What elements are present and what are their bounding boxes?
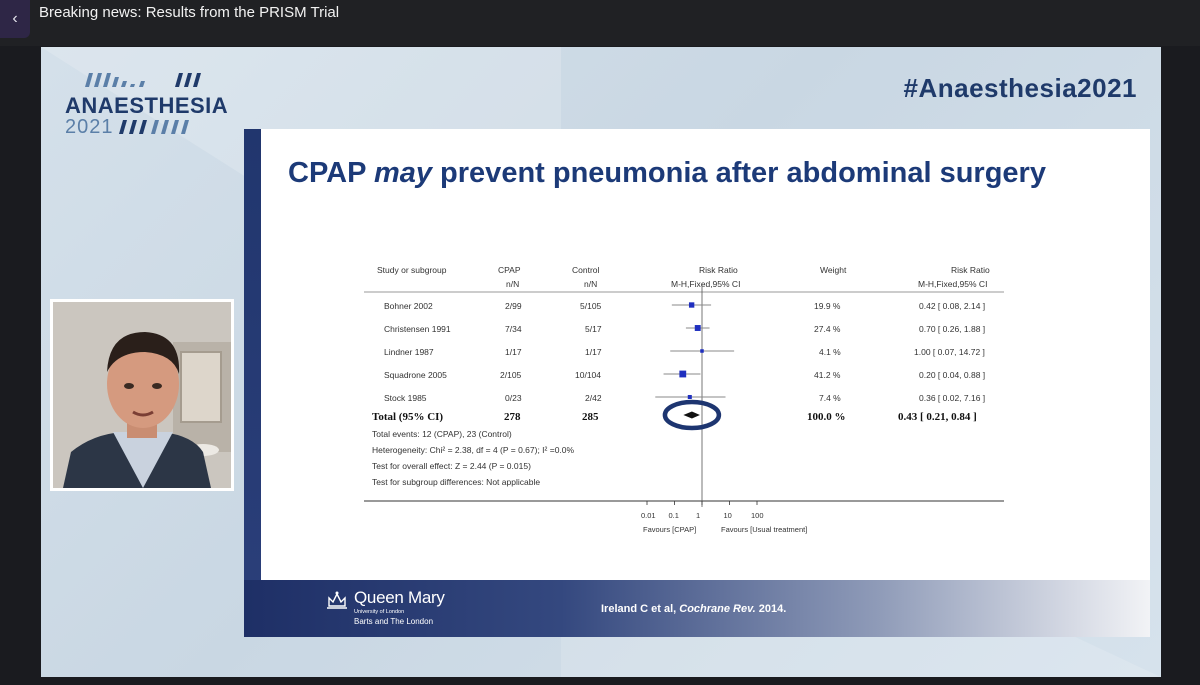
total-control: 285 [582, 411, 599, 423]
header-cpap-sub: n/N [506, 279, 520, 289]
footnote: Test for subgroup differences: Not applicable [372, 477, 541, 487]
study-control: 10/104 [575, 370, 601, 380]
slide-title: CPAP may prevent pneumonia after abdominal surgery [288, 157, 1046, 189]
axis-tick-label: 0.01 [641, 511, 656, 520]
header-control-sub: n/N [584, 279, 598, 289]
study-cpap: 2/105 [500, 370, 522, 380]
footnote: Heterogeneity: Chi² = 2.38, df = 4 (P = 0.67); I² =0.0% [372, 445, 575, 455]
favours-left: Favours [CPAP] [643, 525, 697, 534]
conference-logo [65, 71, 229, 141]
favours-right: Favours [Usual treatment] [721, 525, 808, 534]
citation: Ireland C et al, Cochrane Rev. 2014. [601, 603, 787, 615]
forest-plot-graphics [364, 259, 1004, 549]
study-control: 1/17 [585, 347, 602, 357]
total-weight: 100.0 % [807, 411, 846, 423]
study-name: Stock 1985 [384, 393, 427, 403]
total-ci: 0.43 [ 0.21, 0.84 ] [898, 411, 977, 423]
speaker-video[interactable] [50, 299, 234, 491]
header-weight: Weight [820, 265, 847, 275]
session-title: Breaking news: Results from the PRISM Trial [39, 4, 340, 21]
header-control: Control [572, 265, 600, 275]
logo-stripes-icon [79, 71, 214, 89]
study-cpap: 1/17 [505, 347, 522, 357]
header-risk-ratio-2: Risk Ratio [951, 265, 990, 275]
axis-tick-label: 10 [723, 511, 732, 520]
axis-tick-label: 100 [751, 511, 764, 520]
study-cpap: 0/23 [505, 393, 522, 403]
presentation-slide [244, 129, 1150, 637]
study-control: 5/17 [585, 324, 602, 334]
logo-word: ANAESTHESIA [65, 93, 229, 118]
study-weight: 7.4 % [819, 393, 841, 403]
study-name: Squadrone 2005 [384, 370, 447, 380]
study-weight: 41.2 % [814, 370, 841, 380]
axis-tick-label: 1 [696, 511, 701, 520]
header-cpap: CPAP [498, 265, 521, 275]
total-label: Total (95% CI) [372, 411, 444, 423]
header-risk-ratio-2-sub: M-H,Fixed,95% CI [918, 279, 988, 289]
study-weight: 19.9 % [814, 301, 841, 311]
footnote: Total events: 12 (CPAP), 23 (Control) [372, 429, 512, 439]
study-ci: 0.36 [ 0.02, 7.16 ] [919, 393, 986, 403]
total-diamond [683, 412, 700, 419]
effect-square [688, 395, 692, 399]
axis-tick-label: 0.1 [668, 511, 679, 520]
study-name: Bohner 2002 [384, 301, 433, 311]
header-study: Study or subgroup [377, 265, 447, 275]
header-risk-ratio-sub: M-H,Fixed,95% CI [671, 279, 741, 289]
slide-footer [244, 580, 1150, 637]
footnote: Test for overall effect: Z = 2.44 (P = 0.015) [372, 461, 531, 471]
study-ci: 0.70 [ 0.26, 1.88 ] [919, 324, 986, 334]
effect-square [679, 371, 686, 378]
crown-icon [324, 590, 350, 612]
org-name: Queen Mary [354, 588, 445, 607]
bottom-bar [0, 677, 1200, 685]
study-cpap: 7/34 [505, 324, 522, 334]
slide-accent-bar [244, 129, 261, 637]
forest-plot [364, 259, 1004, 549]
study-name: Christensen 1991 [384, 324, 451, 334]
logo-stripes-icon [117, 118, 212, 136]
effect-square [689, 302, 694, 307]
back-button[interactable] [0, 0, 30, 38]
study-control: 5/105 [580, 301, 602, 311]
chevron-left-icon: ‹ [12, 10, 18, 27]
conference-hashtag: #Anaesthesia2021 [903, 73, 1137, 103]
speaker-avatar [53, 302, 231, 488]
study-weight: 27.4 % [814, 324, 841, 334]
effect-square [695, 325, 701, 331]
org-sub1: University of London [354, 609, 405, 615]
study-control: 2/42 [585, 393, 602, 403]
logo-year: 2021 [65, 116, 114, 138]
study-ci: 0.42 [ 0.08, 2.14 ] [919, 301, 986, 311]
study-name: Lindner 1987 [384, 347, 434, 357]
study-weight: 4.1 % [819, 347, 841, 357]
title-bar [0, 0, 1200, 46]
org-sub2: Barts and The London [354, 617, 434, 626]
presentation-stage [41, 47, 1161, 677]
total-cpap: 278 [504, 411, 521, 423]
study-ci: 1.00 [ 0.07, 14.72 ] [914, 347, 985, 357]
study-ci: 0.20 [ 0.04, 0.88 ] [919, 370, 986, 380]
header-risk-ratio: Risk Ratio [699, 265, 738, 275]
study-cpap: 2/99 [505, 301, 522, 311]
effect-square [700, 349, 704, 353]
